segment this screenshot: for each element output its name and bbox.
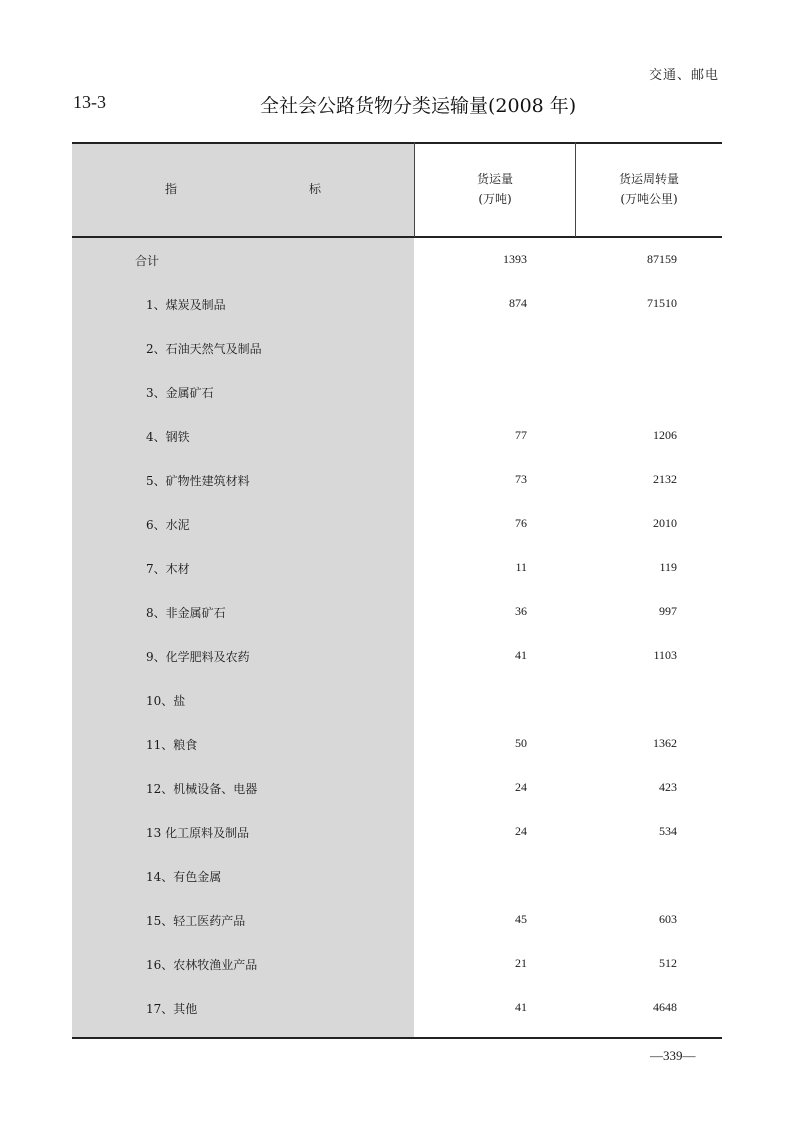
column-header-turnover-unit: (万吨公里)	[620, 192, 678, 206]
column-header-volume	[415, 142, 575, 236]
cell-turnover: 71510	[647, 296, 677, 310]
table-row	[72, 766, 722, 810]
table-row	[72, 502, 722, 546]
table-row	[72, 590, 722, 634]
cell-volume: 41	[515, 1000, 527, 1014]
cell-volume: 45	[515, 912, 527, 926]
cell-volume: 11	[515, 560, 527, 574]
cell-volume: 874	[509, 296, 527, 310]
row-label: 12、机械设备、电器	[146, 782, 258, 796]
cell-turnover: 423	[659, 780, 677, 794]
cell-volume: 41	[515, 648, 527, 662]
row-label: 8、非金属矿石	[146, 606, 226, 620]
page-title: 全社会公路货物分类运输量(2008 年)	[260, 95, 577, 117]
cell-turnover: 119	[659, 560, 677, 574]
cell-turnover: 1206	[653, 428, 677, 442]
row-label: 9、化学肥料及农药	[146, 650, 250, 664]
table-row	[72, 678, 722, 722]
cell-turnover: 512	[659, 956, 677, 970]
table-body	[72, 238, 722, 1030]
row-label: 7、木材	[146, 562, 190, 576]
table-row	[72, 898, 722, 942]
column-header-turnover	[576, 142, 722, 236]
table-row	[72, 546, 722, 590]
table-row	[72, 326, 722, 370]
column-header-turnover-label: 货运周转量	[618, 172, 679, 186]
row-label: 5、矿物性建筑材料	[146, 474, 250, 488]
cell-turnover: 87159	[647, 252, 677, 266]
table-number: 13-3	[73, 92, 106, 112]
table-row-total	[72, 238, 722, 282]
column-header-indicator	[72, 142, 414, 236]
cell-turnover: 2010	[653, 516, 677, 530]
cell-turnover: 534	[659, 824, 677, 838]
row-label: 16、农林牧渔业产品	[146, 958, 258, 972]
cell-volume: 77	[515, 428, 527, 442]
table-row	[72, 634, 722, 678]
table-row	[72, 282, 722, 326]
cell-volume: 21	[515, 956, 527, 970]
row-label: 17、其他	[146, 1002, 198, 1016]
cell-volume: 1393	[503, 252, 527, 266]
cell-turnover: 603	[659, 912, 677, 926]
section-label: 交通、邮电	[648, 68, 719, 83]
row-label: 合计	[135, 254, 160, 268]
cell-volume: 76	[515, 516, 527, 530]
table-row	[72, 854, 722, 898]
table-row	[72, 370, 722, 414]
page-number: —339—	[650, 1048, 696, 1063]
cell-volume: 24	[515, 780, 527, 794]
row-label: 11、粮食	[146, 738, 198, 752]
cell-turnover: 1362	[653, 736, 677, 750]
cell-turnover: 997	[659, 604, 677, 618]
row-label: 13 化工原料及制品	[146, 826, 250, 840]
row-label: 3、金属矿石	[146, 386, 214, 400]
cell-turnover: 2132	[653, 472, 677, 486]
row-label: 14、有色金属	[146, 870, 222, 884]
table-row	[72, 414, 722, 458]
row-label: 2、石油天然气及制品	[146, 342, 262, 356]
cell-volume: 73	[515, 472, 527, 486]
row-label: 1、煤炭及制品	[146, 298, 226, 312]
cell-turnover: 4648	[653, 1000, 677, 1014]
column-header-indicator-label: 指 标	[164, 182, 357, 196]
table-row	[72, 722, 722, 766]
column-header-volume-unit: (万吨)	[478, 192, 512, 206]
row-label: 10、盐	[146, 694, 186, 708]
table-bottom-rule	[72, 1037, 722, 1039]
table-row	[72, 942, 722, 986]
table-row	[72, 458, 722, 502]
cell-turnover: 1103	[653, 648, 677, 662]
table-row	[72, 986, 722, 1030]
cell-volume: 50	[515, 736, 527, 750]
row-label: 6、水泥	[146, 518, 190, 532]
row-label: 15、轻工医药产品	[146, 914, 246, 928]
cell-volume: 36	[515, 604, 527, 618]
row-label: 4、钢铁	[146, 430, 190, 444]
cell-volume: 24	[515, 824, 527, 838]
column-header-volume-label: 货运量	[476, 172, 513, 186]
table-row	[72, 810, 722, 854]
